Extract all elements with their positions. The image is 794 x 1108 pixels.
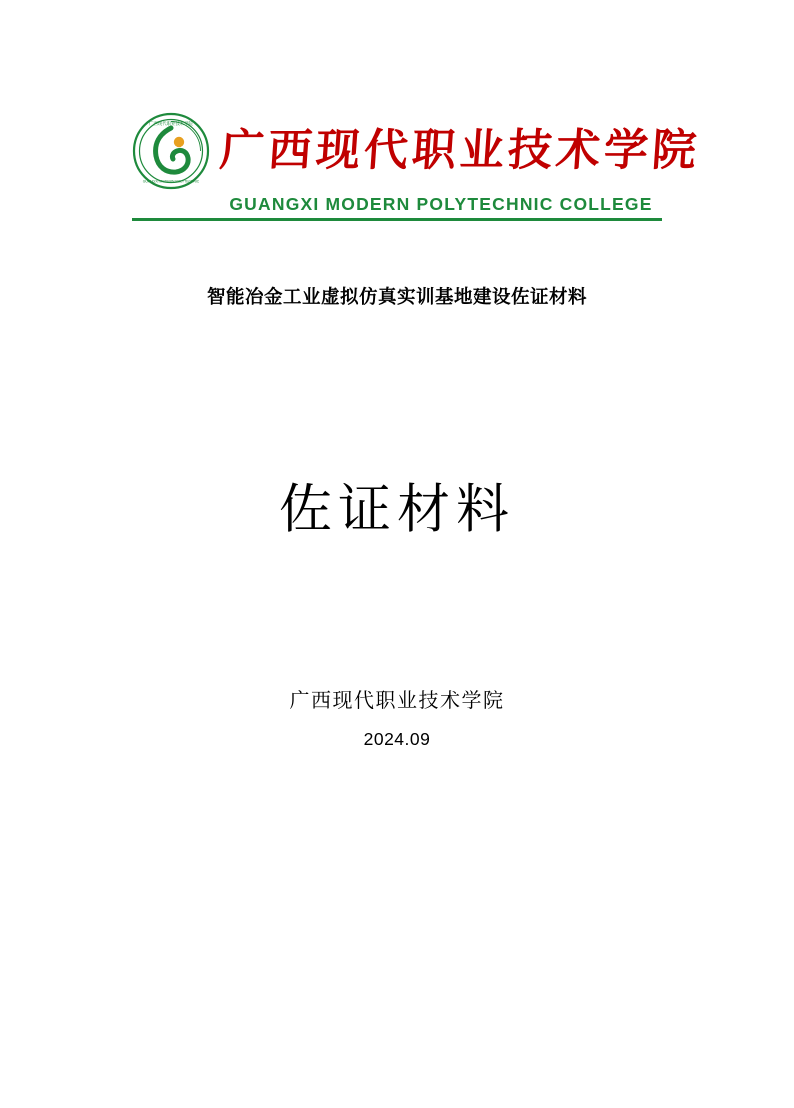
institution-name-cn: 广西现代职业技术学院: [218, 125, 702, 176]
document-subject: 智能冶金工业虚拟仿真实训基地建设佐证材料: [206, 287, 587, 308]
letterhead-divider: [132, 218, 662, 221]
svg-text:广西现代职业技术学院: 广西现代职业技术学院: [149, 122, 193, 127]
svg-text:GUANGXI MODERN POLYTECHNIC: GUANGXI MODERN POLYTECHNIC: [142, 179, 200, 184]
institution-name-en: GUANGXI MODERN POLYTECHNIC COLLEGE: [229, 194, 653, 214]
page-title: 佐证材料: [279, 479, 515, 540]
issuer-name: 广西现代职业技术学院: [289, 688, 505, 712]
college-seal-icon: [132, 112, 210, 190]
letterhead: [0, 112, 794, 221]
college-logo: [132, 112, 702, 221]
logo-row: [132, 112, 702, 190]
issue-date: 2024.09: [363, 729, 431, 749]
